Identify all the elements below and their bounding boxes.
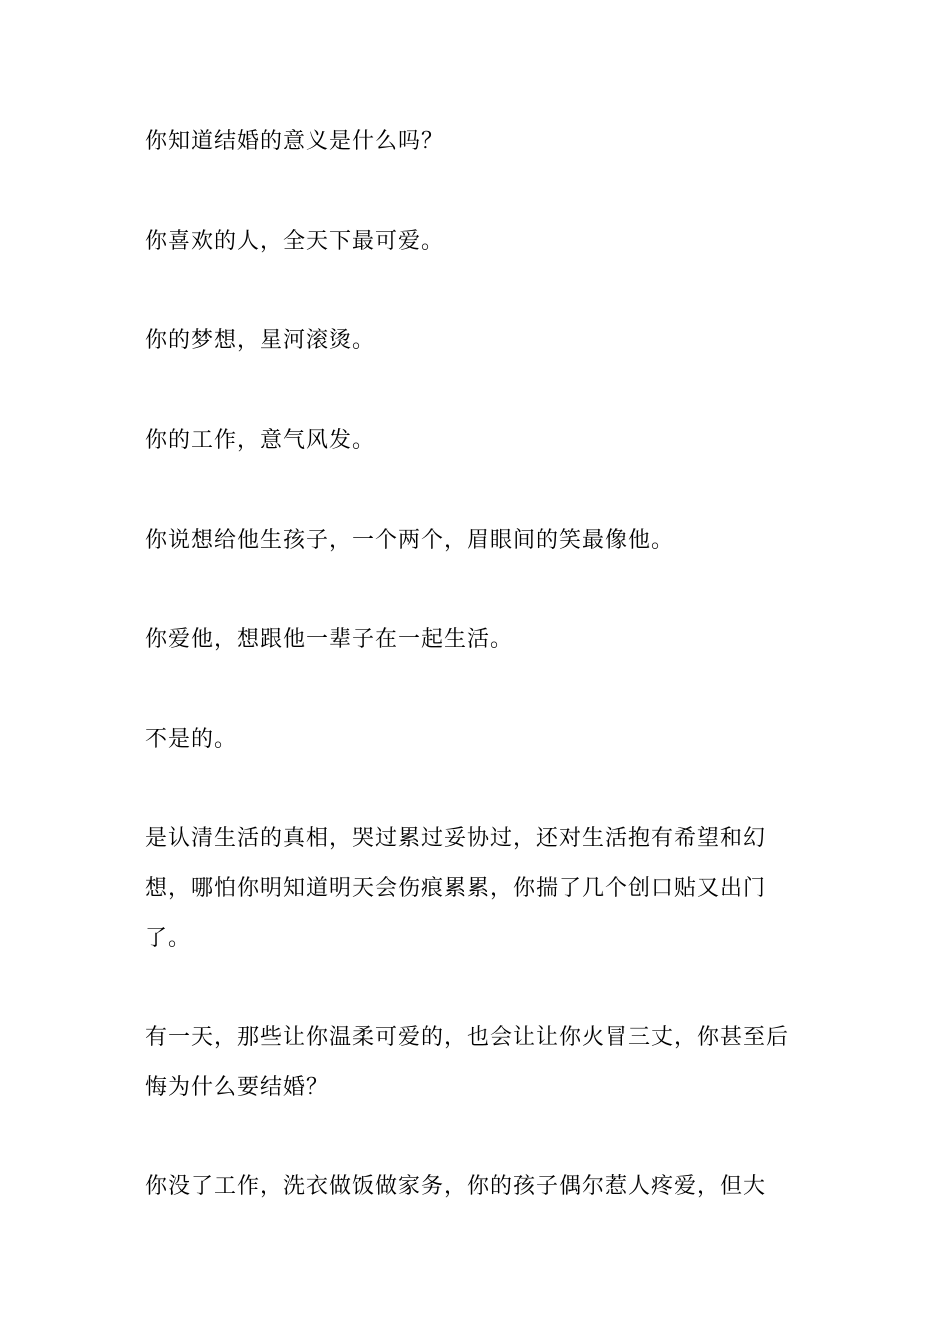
- paragraph-5: 你说想给他生孩子，一个两个，眉眼间的笑最像他。: [145, 528, 675, 553]
- paragraph-10: 你没了工作，洗衣做饭做家务，你的孩子偶尔惹人疼爱，但大: [145, 1174, 767, 1199]
- paragraph-8: 是认清生活的真相，哭过累过妥协过，还对生活抱有希望和幻想，哪怕你明知道明天会伤痕累累，你揣了几个创口贴又出门了。: [145, 826, 767, 951]
- paragraph-9: 有一天，那些让你温柔可爱的，也会让让你火冒三丈，你甚至后悔为什么要结婚？: [145, 1025, 790, 1100]
- paragraph-3: 你的梦想，星河滚烫。: [145, 328, 376, 353]
- paragraph-6: 你爱他，想跟他一辈子在一起生活。: [145, 627, 514, 652]
- paragraph-1: 你知道结婚的意义是什么吗？: [145, 129, 445, 154]
- paragraph-7: 不是的。: [145, 727, 238, 752]
- paragraph-4: 你的工作，意气风发。: [145, 428, 376, 453]
- paragraph-2: 你喜欢的人，全天下最可爱。: [145, 229, 445, 254]
